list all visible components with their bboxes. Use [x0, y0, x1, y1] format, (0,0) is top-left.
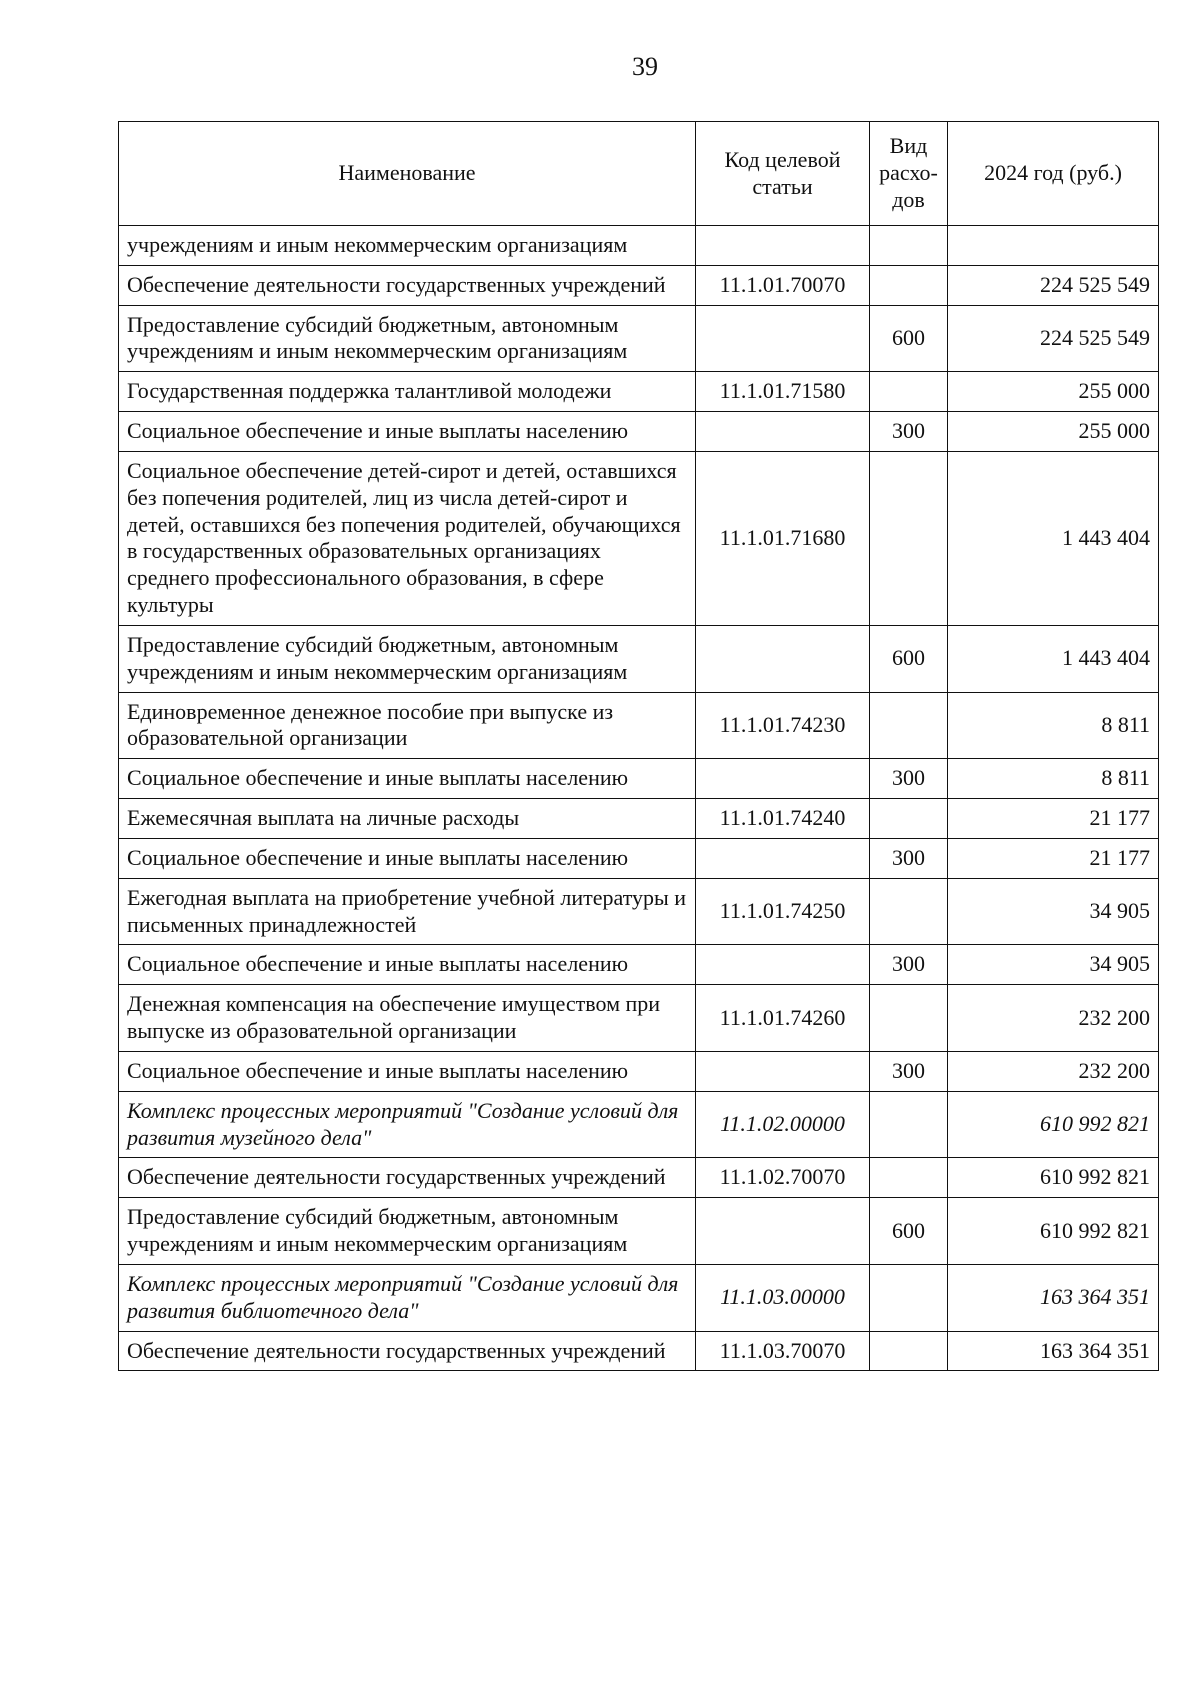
cell-name: учреждениям и иным некоммерческим организациям: [119, 226, 696, 266]
cell-name: Предоставление субсидий бюджетным, автономным учреждениям и иным некоммерческим организациям: [119, 1198, 696, 1265]
cell-name: Обеспечение деятельности государственных учреждений: [119, 265, 696, 305]
cell-code: 11.1.01.70070: [696, 265, 870, 305]
table-row: [119, 412, 1159, 452]
cell-sum: 163 364 351: [948, 1264, 1159, 1331]
cell-sum: [948, 226, 1159, 266]
cell-name: Социальное обеспечение детей-сирот и детей, оставшихся без попечения родителей, лиц из числа детей-сирот и детей, оставшихся без попечения родителей, обучающихся в государственных образовательных организациях среднего профессионального образования, в сфере культуры: [119, 451, 696, 625]
table-row: [119, 1158, 1159, 1198]
cell-code: 11.1.01.71680: [696, 451, 870, 625]
cell-name: Предоставление субсидий бюджетным, автономным учреждениям и иным некоммерческим организациям: [119, 305, 696, 372]
cell-type: 300: [870, 1051, 948, 1091]
cell-name: Комплекс процессных мероприятий "Создание условий для развития библиотечного дела": [119, 1264, 696, 1331]
table-row: [119, 226, 1159, 266]
cell-name: Государственная поддержка талантливой молодежи: [119, 372, 696, 412]
cell-type: 600: [870, 1198, 948, 1265]
cell-name: Комплекс процессных мероприятий "Создание условий для развития музейного дела": [119, 1091, 696, 1158]
cell-name: Социальное обеспечение и иные выплаты населению: [119, 838, 696, 878]
cell-sum: 34 905: [948, 945, 1159, 985]
cell-type: [870, 1264, 948, 1331]
cell-type: 300: [870, 412, 948, 452]
cell-code: 11.1.01.74230: [696, 692, 870, 759]
table-header-row: [119, 122, 1159, 226]
table-row: [119, 799, 1159, 839]
cell-sum: 8 811: [948, 759, 1159, 799]
cell-name: Социальное обеспечение и иные выплаты населению: [119, 412, 696, 452]
cell-name: Социальное обеспечение и иные выплаты населению: [119, 759, 696, 799]
cell-code: [696, 759, 870, 799]
cell-code: 11.1.01.74260: [696, 985, 870, 1052]
table-row: [119, 265, 1159, 305]
table-row: [119, 625, 1159, 692]
table-row: [119, 838, 1159, 878]
cell-code: 11.1.02.70070: [696, 1158, 870, 1198]
cell-sum: 21 177: [948, 799, 1159, 839]
table-row: [119, 1198, 1159, 1265]
cell-type: [870, 878, 948, 945]
cell-type: [870, 265, 948, 305]
table-row: [119, 1331, 1159, 1371]
cell-code: 11.1.03.70070: [696, 1331, 870, 1371]
cell-sum: 232 200: [948, 1051, 1159, 1091]
table-row: [119, 1091, 1159, 1158]
header-code: Код целевой статьи: [696, 122, 870, 226]
cell-name: Ежемесячная выплата на личные расходы: [119, 799, 696, 839]
cell-sum: 610 992 821: [948, 1158, 1159, 1198]
cell-type: 300: [870, 759, 948, 799]
cell-code: [696, 305, 870, 372]
cell-code: 11.1.03.00000: [696, 1264, 870, 1331]
cell-sum: 610 992 821: [948, 1198, 1159, 1265]
header-name: Наименование: [119, 122, 696, 226]
cell-sum: 1 443 404: [948, 451, 1159, 625]
cell-code: [696, 1051, 870, 1091]
cell-sum: 255 000: [948, 372, 1159, 412]
cell-code: 11.1.02.00000: [696, 1091, 870, 1158]
table-row: [119, 1264, 1159, 1331]
table-body: [119, 226, 1159, 1371]
cell-sum: 224 525 549: [948, 305, 1159, 372]
cell-type: 600: [870, 305, 948, 372]
cell-name: Ежегодная выплата на приобретение учебной литературы и письменных принадлежностей: [119, 878, 696, 945]
table-row: [119, 878, 1159, 945]
cell-type: [870, 985, 948, 1052]
cell-code: 11.1.01.74250: [696, 878, 870, 945]
table-row: [119, 305, 1159, 372]
cell-code: [696, 412, 870, 452]
cell-type: [870, 1091, 948, 1158]
cell-code: [696, 838, 870, 878]
cell-type: [870, 451, 948, 625]
cell-sum: 255 000: [948, 412, 1159, 452]
cell-code: 11.1.01.71580: [696, 372, 870, 412]
cell-sum: 232 200: [948, 985, 1159, 1052]
header-sum: 2024 год (руб.): [948, 122, 1159, 226]
table-row: [119, 451, 1159, 625]
page-number: 39: [632, 52, 658, 81]
table-row: [119, 945, 1159, 985]
cell-name: Обеспечение деятельности государственных учреждений: [119, 1331, 696, 1371]
table-row: [119, 759, 1159, 799]
table-row: [119, 692, 1159, 759]
cell-code: [696, 1198, 870, 1265]
cell-sum: 610 992 821: [948, 1091, 1159, 1158]
cell-name: Обеспечение деятельности государственных учреждений: [119, 1158, 696, 1198]
cell-sum: 21 177: [948, 838, 1159, 878]
cell-type: [870, 372, 948, 412]
table-row: [119, 372, 1159, 412]
cell-name: Предоставление субсидий бюджетным, автономным учреждениям и иным некоммерческим организациям: [119, 625, 696, 692]
cell-name: Социальное обеспечение и иные выплаты населению: [119, 1051, 696, 1091]
cell-type: [870, 799, 948, 839]
table-row: [119, 985, 1159, 1052]
budget-table: [118, 121, 1159, 1371]
cell-type: [870, 692, 948, 759]
cell-type: 300: [870, 945, 948, 985]
header-type: Вид расхо-дов: [870, 122, 948, 226]
cell-name: Социальное обеспечение и иные выплаты населению: [119, 945, 696, 985]
cell-name: Единовременное денежное пособие при выпуске из образовательной организации: [119, 692, 696, 759]
cell-code: [696, 625, 870, 692]
cell-sum: 8 811: [948, 692, 1159, 759]
cell-type: 600: [870, 625, 948, 692]
cell-type: 300: [870, 838, 948, 878]
table-row: [119, 1051, 1159, 1091]
cell-code: 11.1.01.74240: [696, 799, 870, 839]
cell-code: [696, 226, 870, 266]
cell-type: [870, 226, 948, 266]
cell-sum: 224 525 549: [948, 265, 1159, 305]
cell-type: [870, 1158, 948, 1198]
cell-sum: 34 905: [948, 878, 1159, 945]
cell-type: [870, 1331, 948, 1371]
cell-sum: 1 443 404: [948, 625, 1159, 692]
cell-code: [696, 945, 870, 985]
cell-name: Денежная компенсация на обеспечение имуществом при выпуске из образовательной организации: [119, 985, 696, 1052]
cell-sum: 163 364 351: [948, 1331, 1159, 1371]
